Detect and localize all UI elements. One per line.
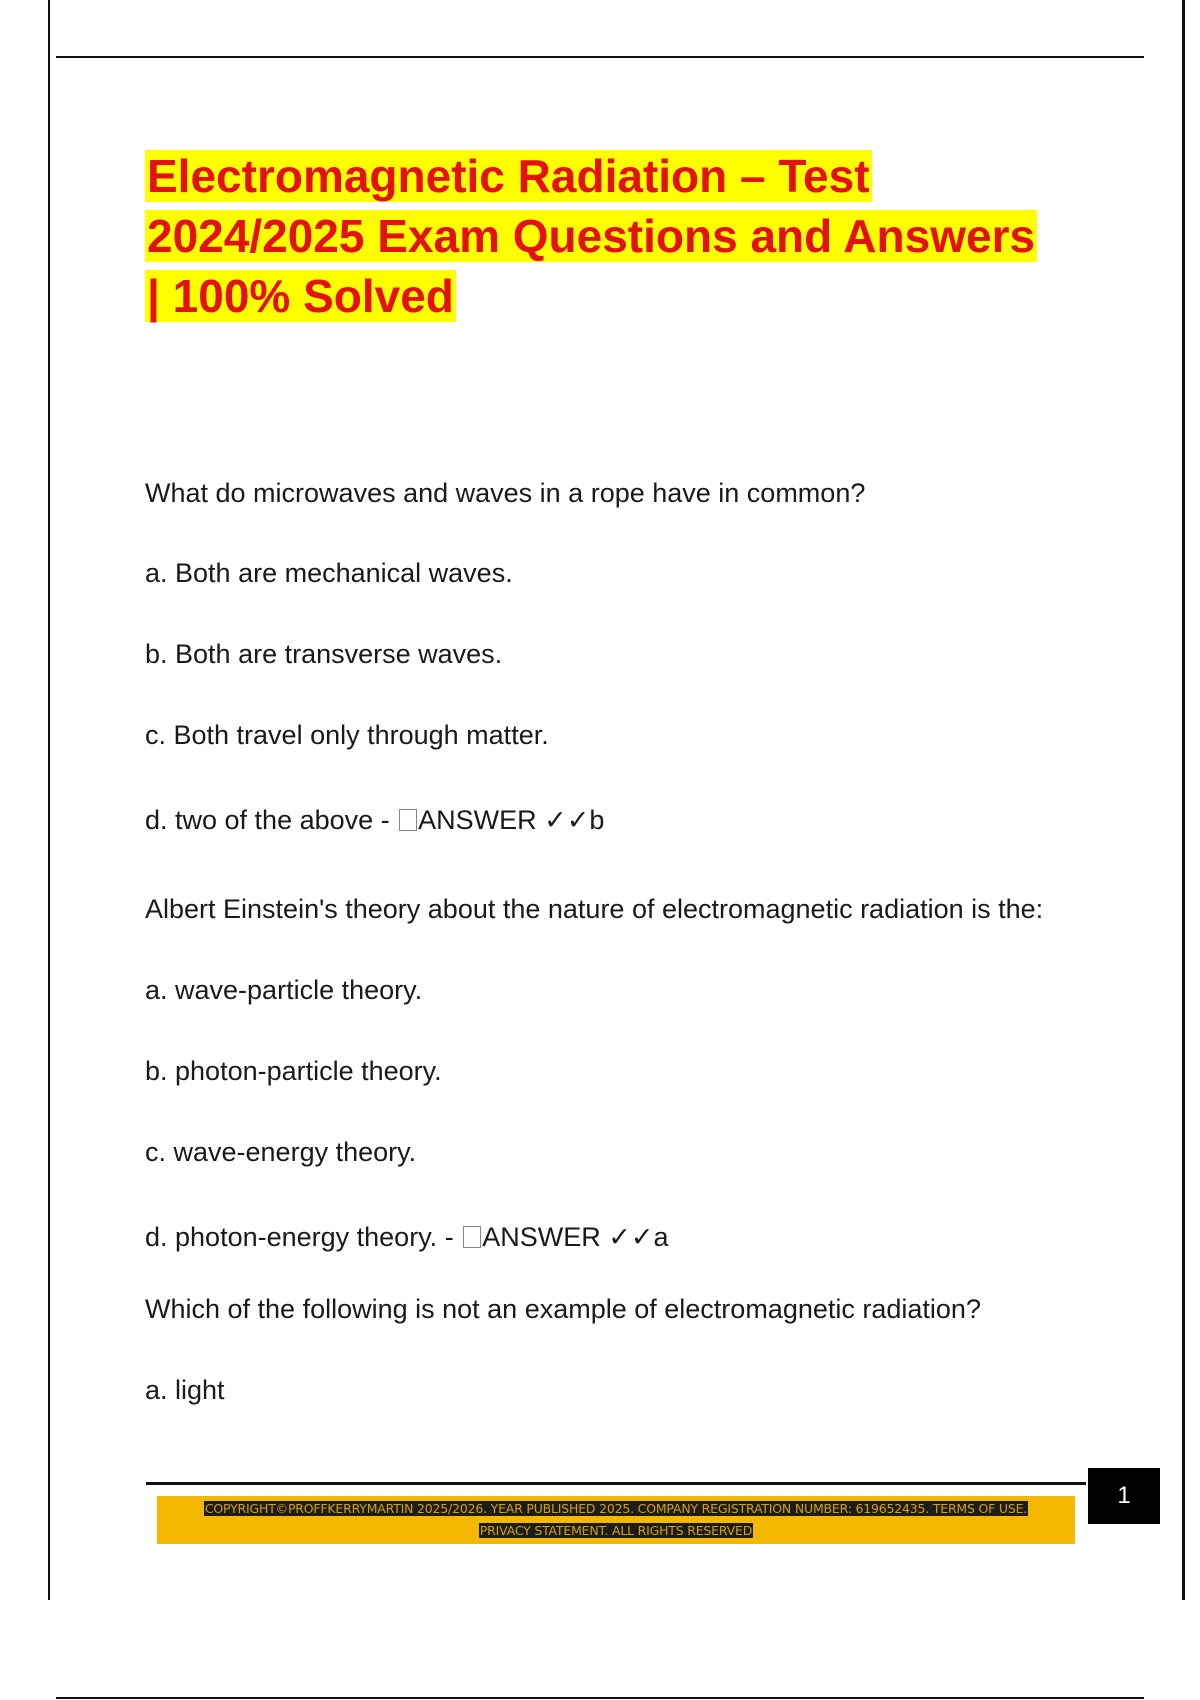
checkbox-glyph-icon (463, 1226, 481, 1248)
option-text: c. wave-energy theory. (145, 1137, 417, 1167)
option-text: d. two of the above - (145, 805, 398, 835)
page-number: 1 (1088, 1468, 1160, 1524)
header-rule (56, 56, 1144, 58)
page-bottom-rule (56, 1697, 1144, 1699)
answer-text: ANSWER ✓✓a (482, 1222, 669, 1252)
option-text: a. wave-particle theory. (145, 975, 423, 1005)
question-text: What do microwaves and waves in a rope have in common? (145, 478, 866, 508)
option-text: c. Both travel only through matter. (145, 720, 549, 750)
checkbox-glyph-icon (399, 809, 417, 831)
title-line-1: Electromagnetic Radiation – Test (147, 150, 870, 202)
questions-body (145, 477, 1105, 1406)
option-text: b. Both are transverse waves. (145, 639, 503, 669)
page-border-left (48, 0, 50, 1600)
title-line-2: 2024/2025 Exam Questions and Answers (147, 210, 1036, 262)
footer-rule (146, 1482, 1086, 1485)
option-text: b. photon-particle theory. (145, 1056, 442, 1086)
question-text: Albert Einstein's theory about the nature of electromagnetic radiation is the: (145, 894, 1044, 924)
option-text: a. Both are mechanical waves. (145, 558, 513, 588)
document-title (145, 146, 1085, 326)
copyright-line-2: PRIVACY STATEMENT. ALL RIGHTS RESERVED (479, 1523, 753, 1538)
option-text: d. photon-energy theory. - (145, 1222, 462, 1252)
option-with-answer (145, 1221, 1105, 1253)
option-text: a. light (145, 1375, 225, 1405)
page-border-right (1182, 0, 1185, 1600)
copyright-line-1: COPYRIGHT©PROFFKERRYMARTIN 2025/2026. YEAR PUBLISHED 2025. COMPANY REGISTRATION NUMBER: 619652435. TERMS OF USE. (204, 1501, 1028, 1516)
question-text: Which of the following is not an example of electromagnetic radiation? (145, 1294, 981, 1324)
copyright-banner (157, 1496, 1075, 1544)
answer-text: ANSWER ✓✓b (418, 805, 605, 835)
title-line-3: | 100% Solved (147, 270, 454, 322)
option-with-answer (145, 804, 1105, 836)
